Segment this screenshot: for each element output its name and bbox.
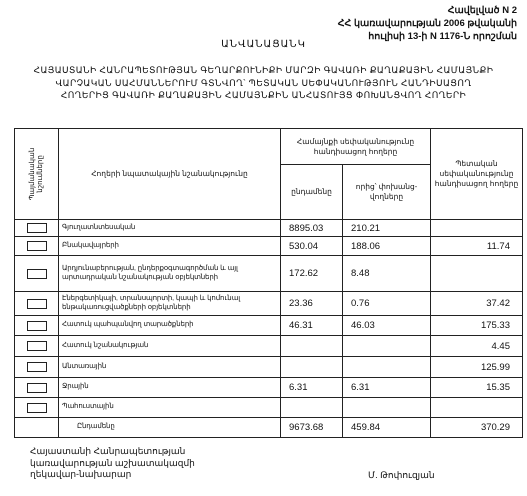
legend-box bbox=[15, 336, 59, 357]
legend-box bbox=[15, 237, 59, 256]
header-total: ընդամենը bbox=[281, 165, 343, 220]
row-name: Անտառային bbox=[59, 357, 281, 378]
legend-box bbox=[15, 220, 59, 237]
row-transferred: 0.76 bbox=[343, 292, 431, 316]
table-row bbox=[15, 292, 523, 316]
subtitle-line-3: ՀՈՂԵՐԻՑ ԳԱՎԱՌԻ ՔԱՂԱՔԱՅԻՆ ՀԱՄԱՅՆՔԻՆ ԱՆՀԱՏՈՒՅՑ ՓՈԽԱՆՑՎՈՂ ՀՈՂԵՐԻ bbox=[60, 90, 467, 100]
row-state: 4.45 bbox=[431, 336, 523, 357]
row-state: 37.42 bbox=[431, 292, 523, 316]
table-row bbox=[15, 357, 523, 378]
row-name: Հատուկ պահպանվող տարածքների bbox=[59, 316, 281, 336]
appendix-number: Հավելված N 2 bbox=[447, 5, 517, 16]
table-row bbox=[15, 316, 523, 336]
row-transferred: 6.31 bbox=[343, 378, 431, 398]
row-total bbox=[281, 336, 343, 357]
row-transferred bbox=[343, 357, 431, 378]
row-transferred: 210.21 bbox=[343, 220, 431, 237]
signatory-line-2: կառավարության աշխատակազմի bbox=[30, 457, 195, 468]
row-transferred bbox=[343, 398, 431, 418]
legend-box bbox=[15, 292, 59, 316]
row-total bbox=[281, 398, 343, 418]
row-name: Բնակավայրերի bbox=[59, 237, 281, 256]
row-state: 11.74 bbox=[431, 237, 523, 256]
row-state bbox=[431, 220, 523, 237]
subtitle-line-1: ՀԱՅԱՍՏԱՆԻ ՀԱՆՐԱՊԵՏՈՒԹՅԱՆ ԳԵՂԱՐՔՈՒՆԻՔԻ ՄԱՐԶԻ ԳԱՎԱՌԻ ՔԱՂԱՔԱՅԻՆ ՀԱՄԱՅՆՔԻ bbox=[33, 65, 494, 75]
table-row bbox=[15, 256, 523, 292]
row-name: Ընդամենը bbox=[59, 418, 281, 438]
row-total: 23.36 bbox=[281, 292, 343, 316]
signatory-line-1: Հայաստանի Հանրապետության bbox=[30, 446, 186, 456]
row-total: 172.62 bbox=[281, 256, 343, 292]
signatory-line-3: ղեկավար-նախարար bbox=[30, 469, 132, 479]
row-total bbox=[281, 357, 343, 378]
row-state: 125.99 bbox=[431, 357, 523, 378]
row-total: 6.31 bbox=[281, 378, 343, 398]
header-purpose: Հողերի նպատակային նշանակությունը bbox=[59, 129, 281, 220]
legend-box bbox=[15, 256, 59, 292]
row-name: Հատուկ նշանակության bbox=[59, 336, 281, 357]
signatory-position bbox=[30, 446, 195, 481]
legend-box bbox=[15, 398, 59, 418]
row-transferred: 8.48 bbox=[343, 256, 431, 292]
appendix-decree-date: հուլիսի 13-ի N 1176-Ն որոշման bbox=[368, 31, 517, 42]
row-state bbox=[431, 256, 523, 292]
row-name: Արդյունաբերության, ընդերքօգտագործման և այլ արտադրական նշանակության օբյեկտների bbox=[59, 256, 281, 292]
row-transferred bbox=[343, 336, 431, 357]
header-state-land: Պետական սեփականությունը հանդիսացող հողերը bbox=[431, 129, 523, 220]
row-name: Գյուղատնտեսական bbox=[59, 220, 281, 237]
appendix-decree-line: ՀՀ կառավարության 2006 թվականի bbox=[337, 18, 517, 29]
document-subtitle bbox=[0, 64, 527, 102]
table-row bbox=[15, 237, 523, 256]
row-name: Էներգետիկայի, տրանսպորտի, կապի և կոմունալ ենթակառուցվածքների օբյեկտների bbox=[59, 292, 281, 316]
row-total: 9673.68 bbox=[281, 418, 343, 438]
row-transferred: 459.84 bbox=[343, 418, 431, 438]
row-transferred: 46.03 bbox=[343, 316, 431, 336]
signatory-name: Մ. Թոփուզյան bbox=[368, 470, 435, 480]
land-table bbox=[14, 128, 523, 438]
legend-box-empty bbox=[15, 418, 59, 438]
table-row bbox=[15, 220, 523, 237]
appendix-header bbox=[338, 4, 517, 43]
row-name: Ջրային bbox=[59, 378, 281, 398]
legend-box bbox=[15, 357, 59, 378]
subtitle-line-2: ՎԱՐՉԱԿԱՆ ՍԱՀՄԱՆՆԵՐՈՒՄ ԳՏՆՎՈՂ՝ ՊԵՏԱԿԱՆ ՍԵՓԱԿԱՆՈՒԹՅՈՒՆ ՀԱՆԴԻՍԱՑՈՂ bbox=[55, 77, 472, 88]
row-name: Պահուստային bbox=[59, 398, 281, 418]
row-state: 175.33 bbox=[431, 316, 523, 336]
legend-box bbox=[15, 378, 59, 398]
legend-box bbox=[15, 316, 59, 336]
row-total: 8895.03 bbox=[281, 220, 343, 237]
table-row bbox=[15, 398, 523, 418]
document-title: ԱՆՎԱՆԱՑԱՆԿ bbox=[221, 39, 306, 50]
row-state: 370.29 bbox=[431, 418, 523, 438]
header-community-land: Համայնքի սեփականությունը հանդիսացող հողերը bbox=[281, 129, 431, 165]
table-row bbox=[15, 336, 523, 357]
header-transferred: որից՝ փոխանց-վողները bbox=[343, 165, 431, 220]
header-code: Պայմանական նշումները bbox=[15, 129, 59, 220]
row-state bbox=[431, 398, 523, 418]
row-state: 15.35 bbox=[431, 378, 523, 398]
row-transferred: 188.06 bbox=[343, 237, 431, 256]
table-row-total bbox=[15, 418, 523, 438]
row-total: 46.31 bbox=[281, 316, 343, 336]
table-row bbox=[15, 378, 523, 398]
row-total: 530.04 bbox=[281, 237, 343, 256]
